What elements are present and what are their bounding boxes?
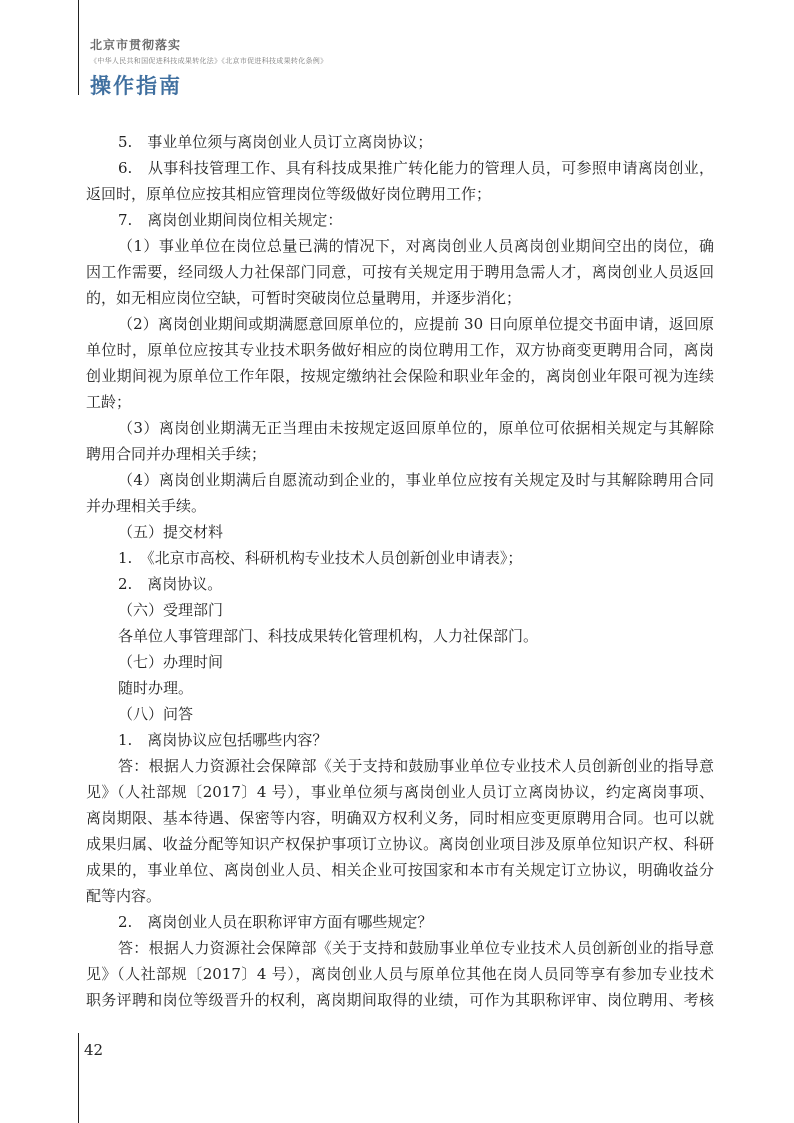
text-line: 见》（人社部规〔2017〕4 号），事业单位须与离岗创业人员订立离岗协议，约定离岗事项、 <box>86 783 714 801</box>
text-line: （七）办理时间 <box>118 653 224 671</box>
text-line: 各单位人事管理部门、科技成果转化管理机构，人力社保部门。 <box>118 627 539 645</box>
text-line: 因工作需要，经同级人力社保部门同意，可按有关规定用于聘用急需人才，离岗创业人员返回 <box>86 263 714 281</box>
text-line: 离岗期限、基本待遇、保密等内容，明确双方权利义务，同时相应变更原聘用合同。也可以就 <box>86 809 714 827</box>
text-line: 答：根据人力资源社会保障部《关于支持和鼓励事业单位专业技术人员创新创业的指导意 <box>118 939 714 957</box>
text-line: 7. 离岗创业期间岗位相关规定： <box>118 211 343 229</box>
text-line: 工龄； <box>86 393 132 411</box>
header-line-2: 《中华人民共和国促进科技成果转化法》《北京市促进科技成果转化条例》 <box>90 57 328 65</box>
text-line: 的，如无相应岗位空缺，可暂时突破岗位总量聘用，并逐步消化； <box>86 289 522 307</box>
margin-rule-bottom <box>78 1033 79 1123</box>
text-line: （4）离岗创业期满后自愿流动到企业的，事业单位应按有关规定及时与其解除聘用合同 <box>118 471 714 489</box>
header-title: 操作指南 <box>90 74 182 98</box>
text-line: 配等内容。 <box>86 887 162 905</box>
text-line: （2）离岗创业期间或期满愿意回原单位的，应提前 30 日向原单位提交书面申请，返回原 <box>118 315 714 333</box>
text-line: 2. 离岗协议。 <box>118 575 223 593</box>
text-line: 并办理相关手续。 <box>86 497 207 515</box>
text-line: 2. 离岗创业人员在职称评审方面有哪些规定？ <box>118 913 433 931</box>
margin-rule-top <box>78 0 79 95</box>
text-line: 聘用合同并办理相关手续； <box>86 445 267 463</box>
text-line: 创业期间视为原单位工作年限，按规定缴纳社会保险和职业年金的，离岗创业年限可视为连续 <box>86 367 714 385</box>
text-line: （六）受理部门 <box>118 601 224 619</box>
text-line: 1. 《北京市高校、科研机构专业技术人员创新创业申请表》； <box>118 549 523 567</box>
text-line: 职务评聘和岗位等级晋升的权利，离岗期间取得的业绩，可作为其职称评审、岗位聘用、考核 <box>86 991 714 1009</box>
text-line: （五）提交材料 <box>118 523 224 541</box>
page-number: 42 <box>84 1041 104 1059</box>
text-line: 见》（人社部规〔2017〕4 号），离岗创业人员与原单位其他在岗人员同等享有参加专业技术 <box>86 965 714 983</box>
text-line: 成果归属、收益分配等知识产权保护事项订立协议。离岗创业项目涉及原单位知识产权、科研 <box>86 835 714 853</box>
text-line: （八）问答 <box>118 705 194 723</box>
text-line: 成果的，事业单位、离岗创业人员、相关企业可按国家和本市有关规定订立协议，明确收益分 <box>86 861 714 879</box>
text-line: （3）离岗创业期满无正当理由未按规定返回原单位的，原单位可依据相关规定与其解除 <box>118 419 714 437</box>
text-line: 1. 离岗协议应包括哪些内容？ <box>118 731 328 749</box>
text-line: 返回时，原单位应按其相应管理岗位等级做好岗位聘用工作； <box>86 185 492 203</box>
text-line: 单位时，原单位应按其专业技术职务做好相应的岗位聘用工作，双方协商变更聘用合同，离岗 <box>86 341 714 359</box>
text-line: 答：根据人力资源社会保障部《关于支持和鼓励事业单位专业技术人员创新创业的指导意 <box>118 757 714 775</box>
body-text <box>86 129 714 1013</box>
text-line: （1）事业单位在岗位总量已满的情况下，对离岗创业人员离岗创业期间空出的岗位，确 <box>118 237 714 255</box>
running-header <box>90 36 327 100</box>
header-line-1: 北京市贯彻落实 <box>90 38 182 52</box>
text-line: 随时办理。 <box>118 679 194 697</box>
text-line: 5. 事业单位须与离岗创业人员订立离岗协议； <box>118 133 433 151</box>
text-line: 6. 从事科技管理工作、具有科技成果推广转化能力的管理人员，可参照申请离岗创业， <box>118 159 714 177</box>
